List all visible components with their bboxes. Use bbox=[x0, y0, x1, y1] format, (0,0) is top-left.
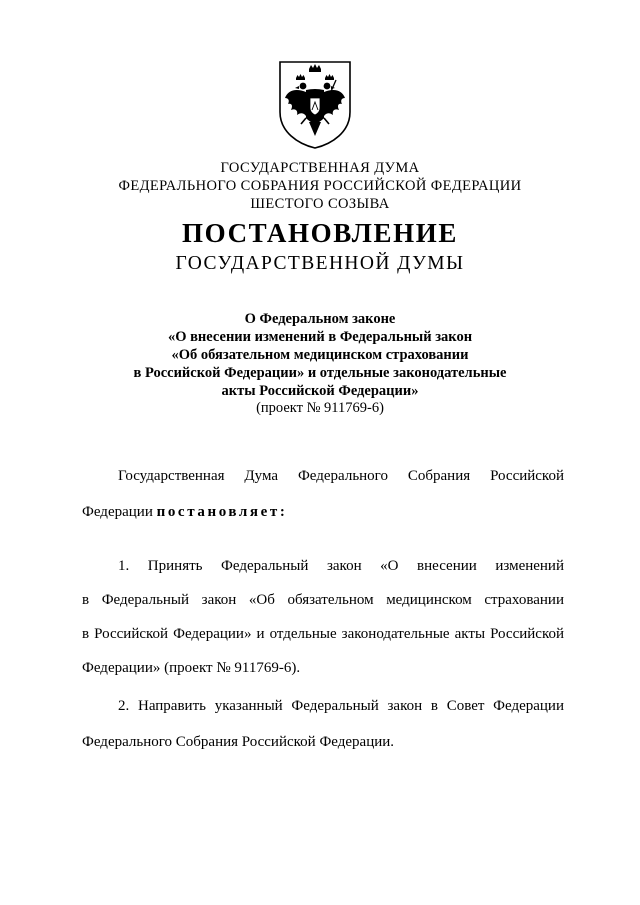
item-2-line-2: Федерального Собрания Российской Федерации. bbox=[82, 734, 395, 750]
org-line-convocation: ШЕСТОГО СОЗЫВА bbox=[250, 196, 390, 212]
subject-line-3: «Об обязательном медицинском страховании bbox=[171, 347, 469, 363]
coat-of-arms-emblem bbox=[276, 58, 354, 150]
subject-line-2: «О внесении изменений в Федеральный закон bbox=[167, 329, 473, 345]
org-line-duma: ГОСУДАРСТВЕННАЯ ДУМА bbox=[220, 160, 420, 176]
item-1-line-2: в Федеральный закон «Об обязательном медицинском страховании bbox=[82, 592, 564, 608]
org-line-federal-assembly: ФЕДЕРАЛЬНОГО СОБРАНИЯ РОССИЙСКОЙ ФЕДЕРАЦИИ bbox=[118, 178, 522, 194]
item-2-line-1: 2. Направить указанный Федеральный закон в Совет Федерации bbox=[118, 698, 564, 714]
document-title: ПОСТАНОВЛЕНИЕ bbox=[182, 218, 458, 248]
project-number: (проект № 911769-6) bbox=[256, 400, 384, 416]
item-1-line-1: 1. Принять Федеральный закон «О внесении изменений bbox=[118, 558, 564, 574]
resolution-verb: постановляет: bbox=[156, 504, 288, 520]
subject-line-4: в Российской Федерации» и отдельные законодательные bbox=[133, 365, 507, 381]
subject-line-1: О Федеральном законе bbox=[244, 311, 396, 327]
intro-line-2 bbox=[82, 504, 564, 521]
intro-line-1: Государственная Дума Федерального Собрания Российской bbox=[118, 468, 564, 484]
item-1-line-3: в Российской Федерации» и отдельные законодательные акты Российской bbox=[82, 626, 564, 642]
document-subtitle: ГОСУДАРСТВЕННОЙ ДУМЫ bbox=[175, 253, 465, 274]
item-1-line-4: Федерации» (проект № 911769-6). bbox=[82, 660, 301, 676]
subject-line-5: акты Российской Федерации» bbox=[221, 383, 419, 399]
intro-prefix: Федерации bbox=[82, 504, 153, 520]
